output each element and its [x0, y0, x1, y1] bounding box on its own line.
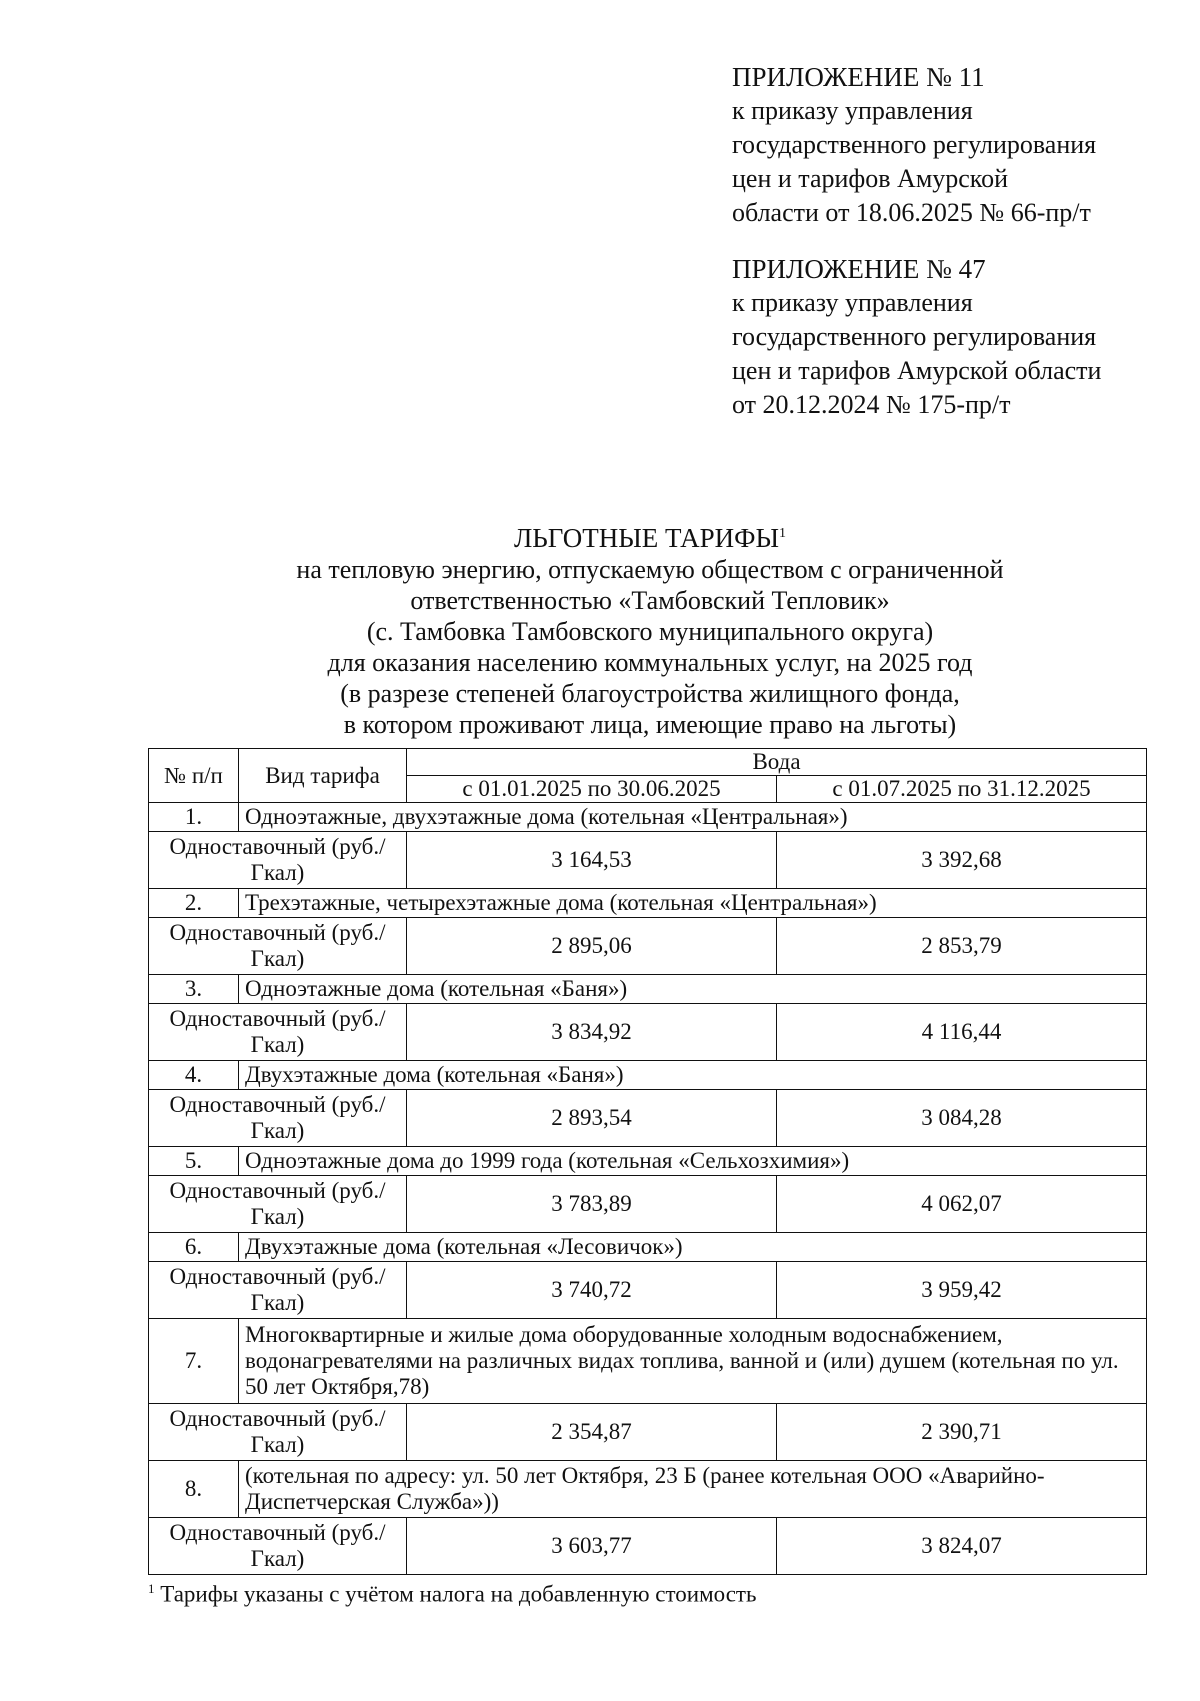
group-title: Многоквартирные и жилые дома оборудованные холодным водоснабжением, водонагревателями на различных видах топлива, ванной и (или) душем (котельная по ул. 50 лет Октября,78) [239, 1319, 1147, 1404]
tariff-value-period-1: 3 783,89 [407, 1176, 777, 1233]
heading-line: (с. Тамбовка Тамбовского муниципального округа) [366, 617, 934, 646]
table-row [149, 1004, 1147, 1061]
appendix-line: от 20.12.2024 № 175-пр/т [732, 390, 1011, 419]
header-period-2: с 01.07.2025 по 31.12.2025 [777, 776, 1147, 803]
group-title: (котельная по адресу: ул. 50 лет Октября, 23 Б (ранее котельная ООО «Аварийно-Диспетчерская Служба»)) [239, 1461, 1147, 1518]
tariff-value-period-1: 2 895,06 [407, 918, 777, 975]
appendix-line: цен и тарифов Амурской области [732, 356, 1102, 385]
appendix-block-47 [732, 252, 1172, 422]
table-group-row [149, 889, 1147, 918]
heading-line: в котором проживают лица, имеющие право на льготы) [343, 710, 957, 739]
tariff-name: Одноставочный (руб./Гкал) [149, 1090, 407, 1147]
footnote-text: Тарифы указаны с учётом налога на добавленную стоимость [160, 1581, 757, 1607]
group-number: 2. [149, 889, 239, 918]
heading-line: ответственностью «Тамбовский Тепловик» [410, 586, 890, 615]
group-title: Одноэтажные дома (котельная «Баня») [239, 975, 1147, 1004]
group-title: Трехэтажные, четырехэтажные дома (котельная «Центральная») [239, 889, 1147, 918]
group-title: Двухэтажные дома (котельная «Лесовичок») [239, 1233, 1147, 1262]
tariff-table [148, 748, 1147, 1575]
group-title: Одноэтажные дома до 1999 года (котельная «Сельхозхимия») [239, 1147, 1147, 1176]
group-title: Одноэтажные, двухэтажные дома (котельная «Центральная») [239, 803, 1147, 832]
tariff-name: Одноставочный (руб./Гкал) [149, 918, 407, 975]
tariff-value-period-1: 3 164,53 [407, 832, 777, 889]
group-number: 6. [149, 1233, 239, 1262]
tariff-name: Одноставочный (руб./Гкал) [149, 1404, 407, 1461]
tariff-value-period-2: 4 062,07 [777, 1176, 1147, 1233]
heading-line: на тепловую энергию, отпускаемую обществом с ограниченной [296, 555, 1004, 584]
group-number: 7. [149, 1319, 239, 1404]
tariff-name: Одноставочный (руб./Гкал) [149, 1176, 407, 1233]
header-period-1: с 01.01.2025 по 30.06.2025 [407, 776, 777, 803]
table-row [149, 1404, 1147, 1461]
table-group-row [149, 803, 1147, 832]
tariff-name: Одноставочный (руб./Гкал) [149, 1518, 407, 1575]
group-number: 5. [149, 1147, 239, 1176]
appendix-title: ПРИЛОЖЕНИЕ № 47 [732, 254, 986, 284]
tariff-value-period-2: 3 824,07 [777, 1518, 1147, 1575]
document-heading [150, 518, 1150, 740]
appendix-title: ПРИЛОЖЕНИЕ № 11 [732, 62, 985, 92]
tariff-value-period-2: 3 392,68 [777, 832, 1147, 889]
table-group-row [149, 1319, 1147, 1404]
tariff-value-period-2: 2 390,71 [777, 1404, 1147, 1461]
tariff-value-period-2: 3 959,42 [777, 1262, 1147, 1319]
table-row [149, 1090, 1147, 1147]
footnote [148, 1575, 756, 1609]
footnote-mark: 1 [148, 1581, 155, 1596]
appendix-line: цен и тарифов Амурской [732, 164, 1009, 193]
table-group-row [149, 975, 1147, 1004]
tariff-value-period-2: 3 084,28 [777, 1090, 1147, 1147]
group-number: 1. [149, 803, 239, 832]
heading-line: для оказания населению коммунальных услуг, на 2025 год [327, 648, 973, 677]
appendix-line: области от 18.06.2025 № 66-пр/т [732, 198, 1091, 227]
tariff-value-period-1: 2 354,87 [407, 1404, 777, 1461]
header-num: № п/п [149, 749, 239, 803]
tariff-name: Одноставочный (руб./Гкал) [149, 1262, 407, 1319]
table-group-row [149, 1147, 1147, 1176]
group-number: 4. [149, 1061, 239, 1090]
group-number: 8. [149, 1461, 239, 1518]
table-group-row [149, 1461, 1147, 1518]
tariff-value-period-2: 4 116,44 [777, 1004, 1147, 1061]
appendix-line: к приказу управления [732, 96, 973, 125]
page-title: ЛЬГОТНЫЕ ТАРИФЫ$^1$ [513, 523, 787, 553]
footnote-mark: 1 [779, 526, 787, 541]
appendix-block-11 [732, 60, 1172, 230]
table-row [149, 1176, 1147, 1233]
table-row [149, 918, 1147, 975]
table-row [149, 1518, 1147, 1575]
tariff-name: Одноставочный (руб./Гкал) [149, 832, 407, 889]
group-number: 3. [149, 975, 239, 1004]
table-group-row [149, 1233, 1147, 1262]
heading-line: (в разрезе степеней благоустройства жилищного фонда, [340, 679, 960, 708]
appendix-line: к приказу управления [732, 288, 973, 317]
table-row [149, 832, 1147, 889]
tariff-value-period-1: 3 834,92 [407, 1004, 777, 1061]
table-body [149, 803, 1147, 1575]
appendix-line: государственного регулирования [732, 130, 1097, 159]
tariff-name: Одноставочный (руб./Гкал) [149, 1004, 407, 1061]
table-group-row [149, 1061, 1147, 1090]
table-row [149, 1262, 1147, 1319]
appendix-line: государственного регулирования [732, 322, 1097, 351]
header-water: Вода [407, 749, 1147, 776]
tariff-value-period-1: 2 893,54 [407, 1090, 777, 1147]
group-title: Двухэтажные дома (котельная «Баня») [239, 1061, 1147, 1090]
tariff-value-period-1: 3 740,72 [407, 1262, 777, 1319]
tariff-value-period-1: 3 603,77 [407, 1518, 777, 1575]
tariff-value-period-2: 2 853,79 [777, 918, 1147, 975]
header-tariff-type: Вид тарифа [239, 749, 407, 803]
